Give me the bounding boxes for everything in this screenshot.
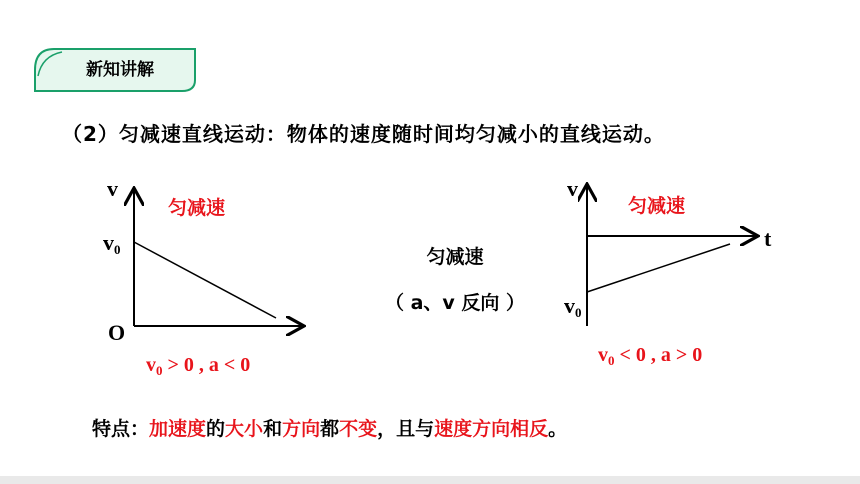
feature-highlight: 速度方向相反	[434, 418, 549, 440]
center-label-1: 匀减速	[426, 246, 484, 268]
center-label-2: （ a、v 反向 ）	[384, 292, 526, 314]
feature-part: 都	[320, 418, 340, 440]
right-y-label: v	[567, 176, 578, 201]
feature-highlight: 大小	[225, 418, 264, 440]
right-condition: $v_0 < 0$ , a > 0	[598, 344, 703, 368]
feature-highlight: 不变	[339, 418, 378, 440]
feature-part: 特点：	[92, 418, 150, 440]
feature-part: 和	[263, 418, 283, 440]
feature-part: ，且与	[377, 418, 435, 440]
feature-sentence	[92, 414, 567, 441]
left-origin-label: O	[108, 320, 126, 345]
feature-part: 的	[206, 418, 226, 440]
left-condition: $v_0 > 0$ , a < 0	[146, 354, 251, 378]
bottom-bar	[0, 476, 860, 484]
feature-highlight: 加速度	[149, 418, 207, 440]
left-v0-label: $v_0$	[103, 230, 121, 257]
left-velocity-line	[134, 242, 276, 318]
feature-highlight: 方向	[282, 418, 321, 440]
section-heading: （2）匀减速直线运动：物体的速度随时间均匀减小的直线运动。	[62, 122, 665, 146]
right-graph-title: 匀减速	[628, 195, 686, 217]
left-y-label: v	[107, 176, 118, 201]
right-velocity-line	[587, 244, 730, 292]
tag-label: 新知讲解	[86, 60, 154, 80]
section-tag	[32, 46, 198, 94]
right-v0-label: $v_0$	[564, 293, 582, 320]
feature-part: 。	[548, 418, 568, 440]
right-t-label: t	[764, 226, 772, 251]
left-graph-title: 匀减速	[168, 197, 226, 219]
